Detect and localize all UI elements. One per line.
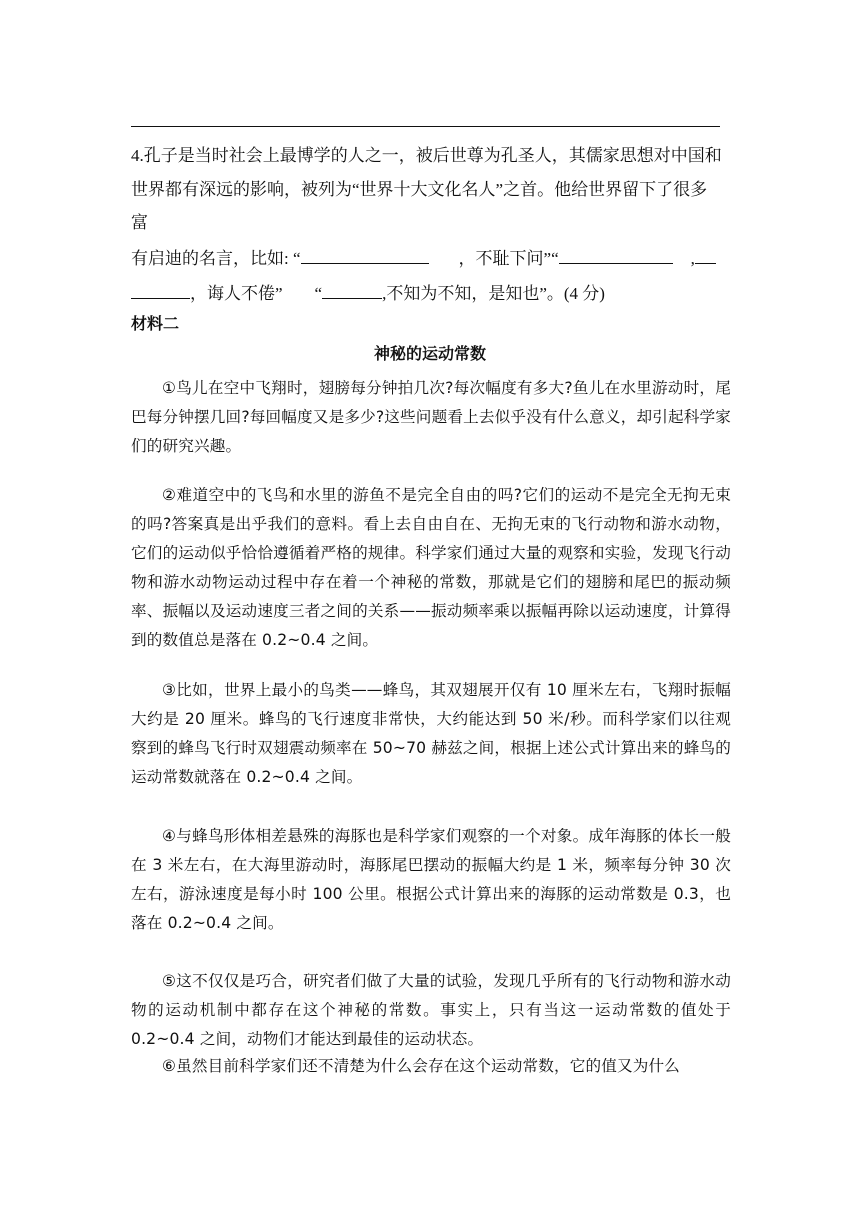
- paragraph-3: ③比如，世界上最小的鸟类——蜂鸟，其双翅展开仅有 10 厘米左右，飞翔时振幅大约是 20 厘米。蜂鸟的飞行速度非常快，大约能达到 50 米/秒。而科学家们以往观察到的蜂鸟飞行时双翅震动频率在 50~70 赫兹之间，根据上述公式计算出来的蜂鸟的运动常数就落在 0.2~0.4 之间。: [131, 681, 731, 786]
- question-4-line-5: [131, 283, 605, 304]
- question-4-text-2: 世界都有深远的影响，被列为“世界十大文化名人”之首。他给世界留下了很多: [131, 180, 708, 199]
- paragraph-1: ①鸟儿在空中飞翔时，翅膀每分钟拍几次?每次幅度有多大?鱼儿在水里游动时，尾巴每分钟摆几回?每回幅度又是多少?这些问题看上去似乎没有什么意义，却引起科学家们的研究兴趣。: [131, 379, 731, 455]
- answer-line: [131, 126, 720, 127]
- fill-blank-3a[interactable]: [695, 248, 716, 264]
- paragraph-5: ⑤这不仅仅是巧合，研究者们做了大量的试验，发现几乎所有的飞行动物和游水动物的运动机制中都存在这个神秘的常数。事实上，只有当这一运动常数的值处于 0.2~0.4 之间，动物们才能达到最佳的运动状态。: [131, 972, 731, 1048]
- fill-blank-2[interactable]: [559, 248, 673, 264]
- question-4-text-1: 4.孔子是当时社会上最博学的人之一，被后世尊为孔圣人，其儒家思想对中国和: [131, 146, 722, 165]
- question-4-line-4: [131, 248, 716, 269]
- article-title: 神秘的运动常数: [373, 344, 486, 363]
- paragraph-2: ②难道空中的飞鸟和水里的游鱼不是完全自由的吗?它们的运动不是完全无拘无束的吗?答案真是出乎我们的意料。看上去自由自在、无拘无束的飞行动物和游水动物，它们的运动似乎恰恰遵循着严格的规律。科学家们通过大量的观察和实验，发现飞行动物和游水动物运动过程中存在着一个神秘的常数，那就是它们的翅膀和尾巴的振动频率、振幅以及运动速度三者之间的关系——振动频率乘以振幅再除以运动速度，计算得到的数值总是落在 0.2~0.4 之间。: [131, 486, 731, 649]
- fill-blank-4[interactable]: [322, 283, 382, 299]
- question-4-text-5c: ,不知为不知，是知也”。(4 分): [382, 284, 605, 303]
- question-4-text-3: 富: [131, 213, 148, 232]
- question-4-line-3: [131, 213, 148, 233]
- paragraph-6: ⑥虽然目前科学家们还不清楚为什么会存在这个运动常数，它的值又为什么: [162, 1057, 680, 1075]
- question-4-line-2: [131, 180, 707, 200]
- fill-blank-3b[interactable]: [131, 283, 190, 299]
- question-4-text-4a: 有启迪的名言，比如: “: [131, 249, 301, 268]
- question-4-text-5a: ，诲人不倦”: [190, 284, 283, 303]
- section-label: 材料二: [131, 314, 180, 333]
- question-4-text-4c: ,: [690, 249, 695, 268]
- fill-blank-1[interactable]: [301, 248, 429, 264]
- paragraph-4: ④与蜂鸟形体相差悬殊的海豚也是科学家们观察的一个对象。成年海豚的体长一般在 3 米左右，在大海里游动时，海豚尾巴摆动的振幅大约是 1 米，频率每分钟 30 次左右，游泳速度是每小时 100 公里。根据公式计算出来的海豚的运动常数是 0.3，也落在 0.2~0.4 之间。: [131, 827, 731, 932]
- question-4-text-5b: “: [314, 284, 323, 303]
- question-4-line-1: [131, 146, 722, 166]
- question-4-text-4b: ，不耻下问”“: [458, 249, 559, 268]
